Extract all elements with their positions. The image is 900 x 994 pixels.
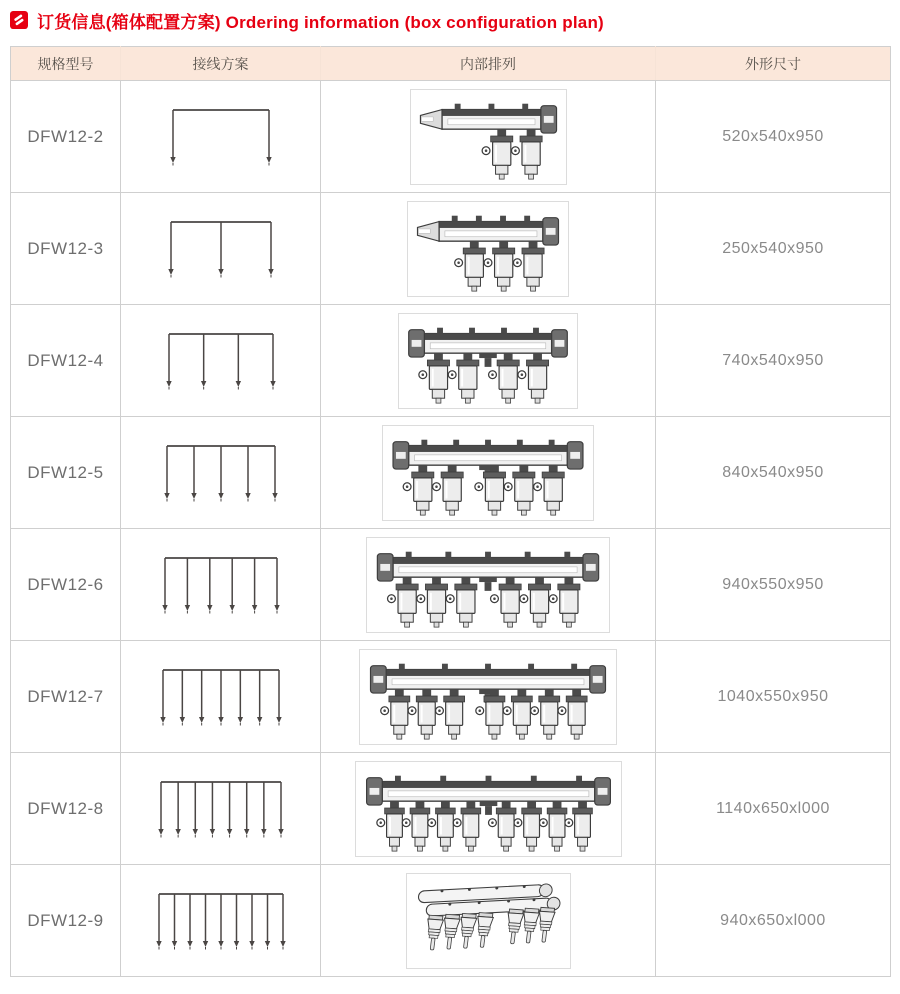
arrangement-image-frame — [406, 873, 571, 969]
header-wiring-scheme: 接线方案 — [121, 47, 321, 81]
dimensions-cell — [656, 529, 891, 641]
model-cell — [11, 305, 121, 417]
wiring-scheme-cell — [121, 865, 321, 977]
internal-arrangement-drawing — [383, 426, 593, 520]
table-row — [11, 641, 891, 753]
internal-arrangement-cell — [321, 865, 656, 977]
dimensions-value: 1140x650xl000 — [716, 799, 830, 817]
model-label: DFW12-7 — [27, 686, 104, 706]
internal-arrangement-cell — [321, 753, 656, 865]
arrangement-image-frame — [359, 649, 617, 745]
model-label: DFW12-8 — [27, 798, 104, 818]
dimensions-value: 740x540x950 — [722, 351, 824, 369]
table-row — [11, 529, 891, 641]
table-row — [11, 305, 891, 417]
dimensions-value: 940x650xl000 — [720, 911, 826, 929]
internal-arrangement-cell — [321, 529, 656, 641]
section-title-bar — [10, 8, 890, 32]
model-label: DFW12-4 — [27, 350, 104, 370]
table-row — [11, 753, 891, 865]
dimensions-cell — [656, 305, 891, 417]
wiring-scheme-cell — [121, 529, 321, 641]
dimensions-value: 520x540x950 — [722, 127, 824, 145]
dimensions-cell — [656, 865, 891, 977]
table-header-row — [11, 47, 891, 81]
dimensions-value: 250x540x950 — [722, 239, 824, 257]
model-label: DFW12-2 — [27, 126, 104, 146]
arrangement-image-frame — [410, 89, 567, 185]
internal-arrangement-drawing — [399, 314, 577, 408]
wiring-scheme-diagram — [121, 755, 321, 863]
wiring-scheme-cell — [121, 305, 321, 417]
table-row — [11, 193, 891, 305]
arrangement-image-frame — [407, 201, 569, 297]
internal-arrangement-drawing — [408, 202, 568, 296]
wiring-scheme-cell — [121, 417, 321, 529]
ordering-table — [10, 46, 891, 977]
dimensions-value: 1040x550x950 — [717, 687, 829, 705]
wiring-scheme-cell — [121, 193, 321, 305]
wiring-scheme-diagram — [121, 867, 321, 975]
arrangement-image-frame — [382, 425, 594, 521]
dimensions-cell — [656, 81, 891, 193]
header-model: 规格型号 — [11, 47, 121, 81]
model-label: DFW12-6 — [27, 574, 104, 594]
model-label: DFW12-3 — [27, 238, 104, 258]
wiring-scheme-diagram — [121, 419, 321, 527]
wiring-scheme-cell — [121, 641, 321, 753]
internal-arrangement-drawing — [367, 538, 609, 632]
wiring-scheme-cell — [121, 81, 321, 193]
internal-arrangement-drawing — [411, 90, 566, 184]
model-cell — [11, 641, 121, 753]
model-cell — [11, 417, 121, 529]
internal-arrangement-drawing — [407, 874, 570, 968]
dimensions-value: 940x550x950 — [722, 575, 824, 593]
model-label: DFW12-5 — [27, 462, 104, 482]
internal-arrangement-cell — [321, 641, 656, 753]
page-title: 订货信息(箱体配置方案) Ordering information (box configuration plan) — [37, 12, 604, 32]
dimensions-value: 840x540x950 — [722, 463, 824, 481]
table-row — [11, 417, 891, 529]
model-label: DFW12-9 — [27, 910, 104, 930]
internal-arrangement-drawing — [360, 650, 616, 744]
header-dimensions: 外形尺寸 — [656, 47, 891, 81]
arrangement-image-frame — [366, 537, 610, 633]
brand-badge-icon — [10, 11, 28, 29]
arrangement-image-frame — [398, 313, 578, 409]
header-internal-arrangement: 内部排列 — [321, 47, 656, 81]
wiring-scheme-diagram — [121, 195, 321, 303]
internal-arrangement-cell — [321, 305, 656, 417]
internal-arrangement-cell — [321, 193, 656, 305]
dimensions-cell — [656, 193, 891, 305]
internal-arrangement-drawing — [356, 762, 621, 856]
wiring-scheme-diagram — [121, 643, 321, 751]
model-cell — [11, 753, 121, 865]
dimensions-cell — [656, 753, 891, 865]
wiring-scheme-diagram — [121, 307, 321, 415]
arrangement-image-frame — [355, 761, 622, 857]
model-cell — [11, 81, 121, 193]
model-cell — [11, 529, 121, 641]
table-row — [11, 865, 891, 977]
internal-arrangement-cell — [321, 417, 656, 529]
table-row — [11, 81, 891, 193]
model-cell — [11, 865, 121, 977]
dimensions-cell — [656, 417, 891, 529]
wiring-scheme-diagram — [121, 531, 321, 639]
wiring-scheme-cell — [121, 753, 321, 865]
model-cell — [11, 193, 121, 305]
dimensions-cell — [656, 641, 891, 753]
internal-arrangement-cell — [321, 81, 656, 193]
wiring-scheme-diagram — [121, 83, 321, 191]
